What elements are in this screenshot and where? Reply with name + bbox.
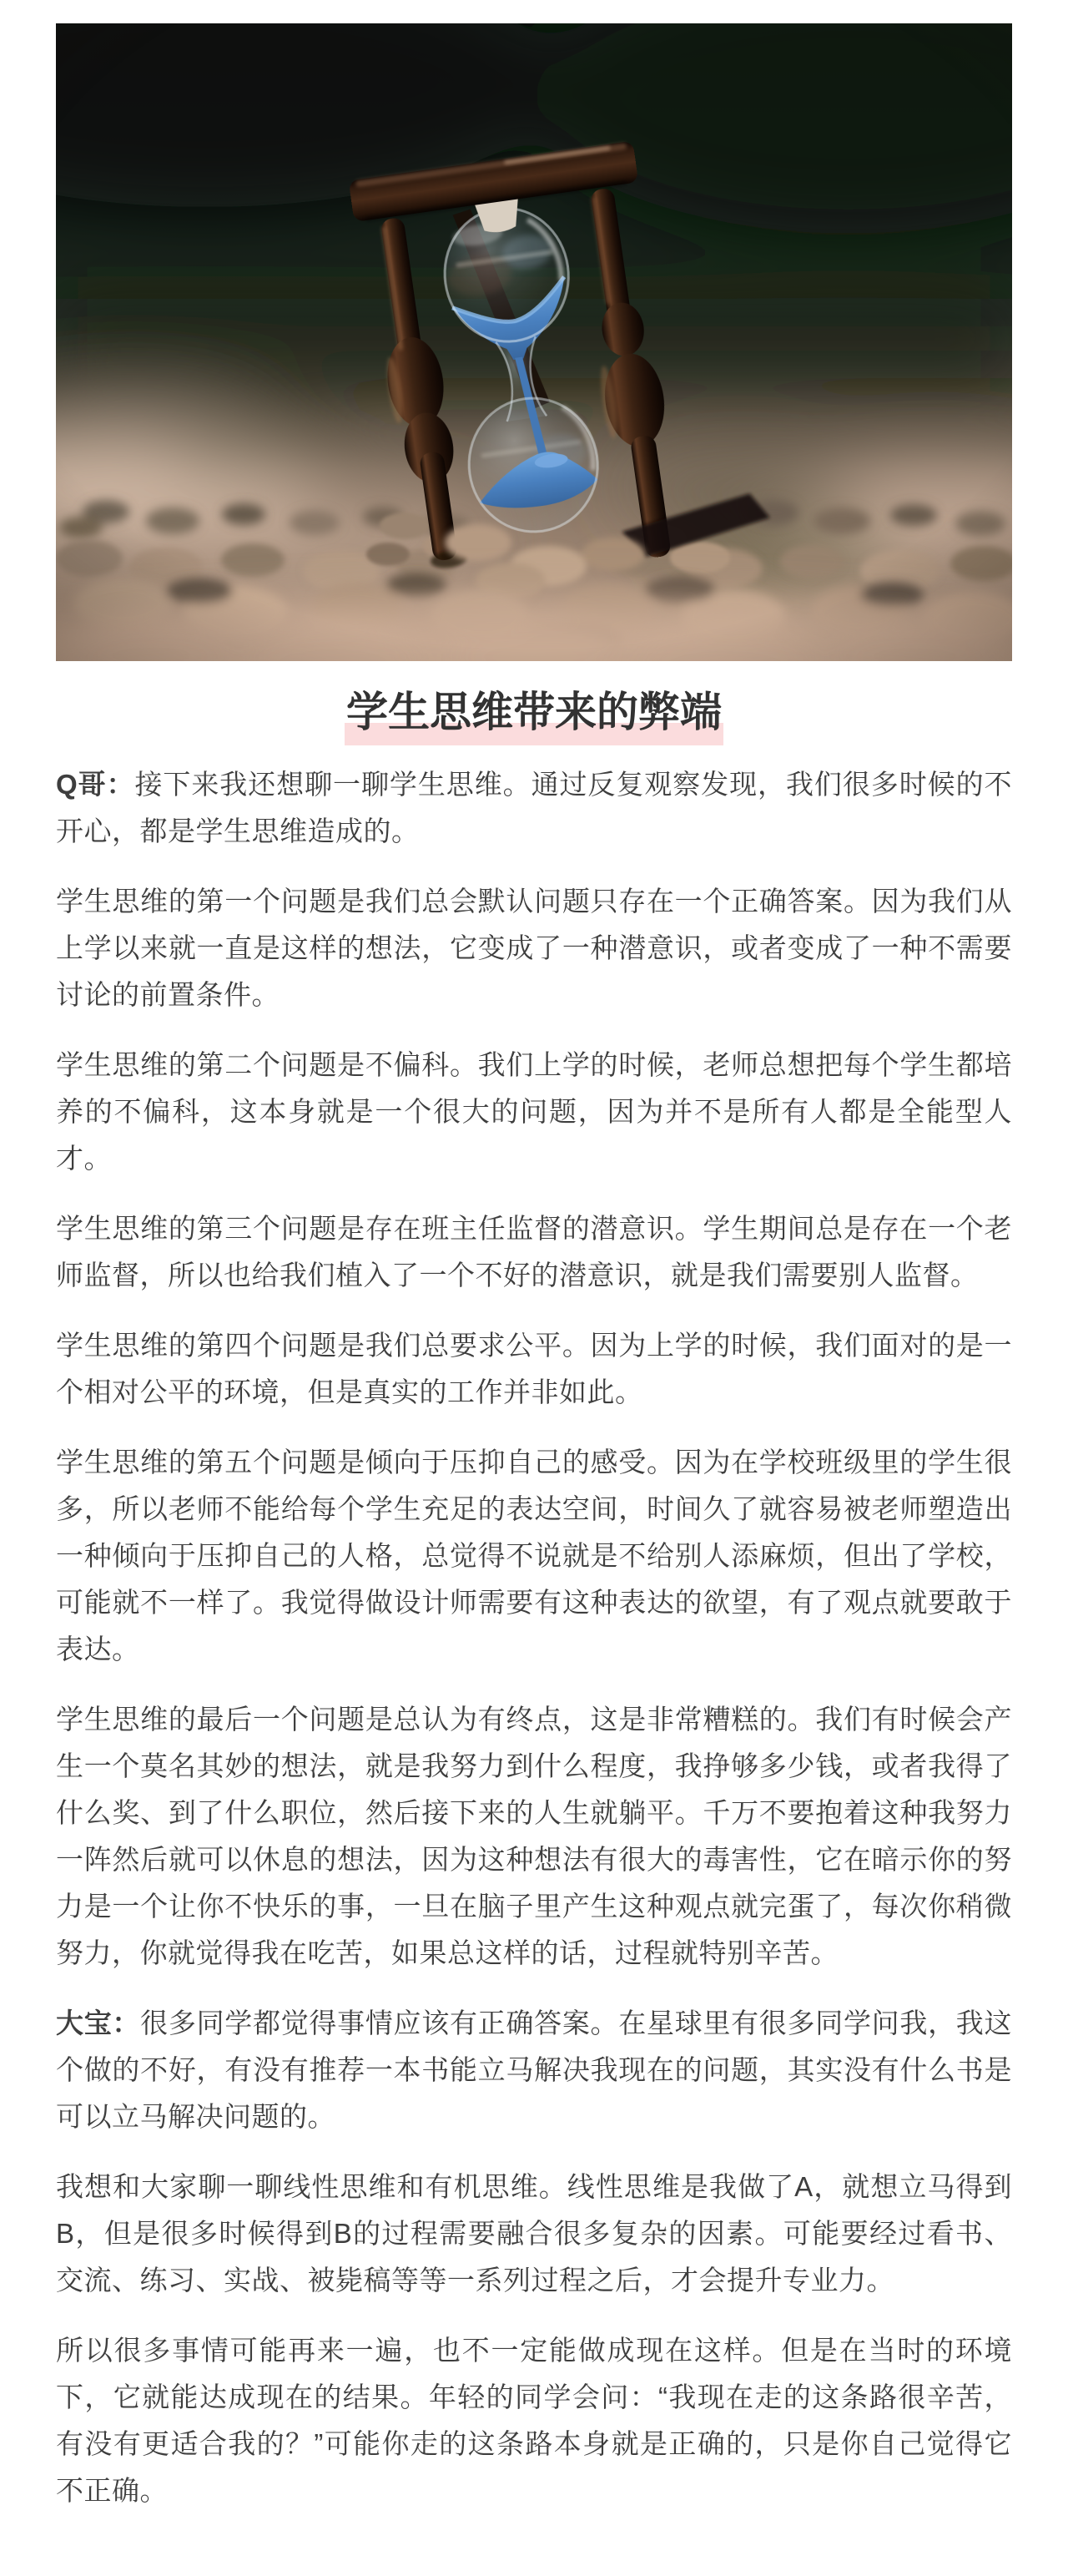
paragraph [56, 878, 1012, 1018]
hourglass-photo [56, 23, 1012, 661]
paragraph-text: 学生思维的第二个问题是不偏科。我们上学的时候，老师总想把每个学生都培养的不偏科，这本身就是一个很大的问题，因为并不是所有人都是全能型人才。 [56, 1049, 1012, 1174]
paragraph [56, 2327, 1012, 2514]
paragraph [56, 1696, 1012, 1977]
paragraph-text: 学生思维的第五个问题是倾向于压抑自己的感受。因为在学校班级里的学生很多，所以老师不能给每个学生充足的表达空间，时间久了就容易被老师塑造出一种倾向于压抑自己的人格，总觉得不说就是不给别人添麻烦，但出了学校，可能就不一样了。我觉得做设计师需要有这种表达的欲望，有了观点就要敢于表达。 [56, 1447, 1012, 1664]
paragraph-text: 接下来我还想聊一聊学生思维。通过反复观察发现，我们很多时候的不开心，都是学生思维造成的。 [56, 769, 1013, 846]
speaker-label: 大宝： [56, 2008, 141, 2038]
paragraph-text: 学生思维的最后一个问题是总认为有终点，这是非常糟糕的。我们有时候会产生一个莫名其妙的想法，就是我努力到什么程度，我挣够多少钱，或者我得了什么奖、到了什么职位，然后接下来的人生就躺平。千万不要抱着这种我努力一阵然后就可以休息的想法，因为这种想法有很大的毒害性，它在暗示你的努力是一个让你不快乐的事，一旦在脑子里产生这种观点就完蛋了，每次你稍微努力，你就觉得我在吃苦，如果总这样的话，过程就特别辛苦。 [56, 1704, 1012, 1968]
paragraph-text: 所以很多事情可能再来一遍，也不一定能做成现在这样。但是在当时的环境下，它就能达成现在的结果。年轻的同学会问：“我现在走的这条路很辛苦，有没有更适合我的？”可能你走的这条路本身就是正确的，只是你自己觉得它不正确。 [56, 2335, 1012, 2506]
paragraph [56, 1205, 1012, 1299]
paragraph [56, 761, 1012, 855]
article-content [56, 0, 1012, 2514]
paragraph-text: 学生思维的第三个问题是存在班主任监督的潜意识。学生期间总是存在一个老师监督，所以也给我们植入了一个不好的潜意识，就是我们需要别人监督。 [56, 1213, 1012, 1291]
paragraph-text: 学生思维的第一个问题是我们总会默认问题只存在一个正确答案。因为我们从上学以来就一直是这样的想法，它变成了一种潜意识，或者变成了一种不需要讨论的前置条件。 [56, 886, 1012, 1010]
speaker-label: Q哥： [56, 769, 135, 800]
article-body [56, 761, 1012, 2514]
paragraph [56, 1042, 1012, 1182]
paragraph [56, 1322, 1012, 1416]
page-title [56, 691, 1012, 733]
paragraph-text: 我想和大家聊一聊线性思维和有机思维。线性思维是我做了A，就想立马得到B，但是很多时候得到B的过程需要融合很多复杂的因素。可能要经过看书、交流、练习、实战、被毙稿等等一系列过程之后，才会提升专业力。 [56, 2171, 1012, 2296]
page-title-text: 学生思维带来的弊端 [345, 689, 723, 745]
paragraph [56, 2164, 1012, 2304]
paragraph-text: 学生思维的第四个问题是我们总要求公平。因为上学的时候，我们面对的是一个相对公平的环境，但是真实的工作并非如此。 [56, 1330, 1012, 1407]
paragraph [56, 1439, 1012, 1673]
photo-vignette [56, 23, 1012, 661]
hero-figure [56, 23, 1012, 661]
paragraph [56, 2000, 1012, 2140]
paragraph-text: 很多同学都觉得事情应该有正确答案。在星球里有很多同学问我，我这个做的不好，有没有推荐一本书能立马解决我现在的问题，其实没有什么书是可以立马解决问题的。 [56, 2008, 1013, 2132]
